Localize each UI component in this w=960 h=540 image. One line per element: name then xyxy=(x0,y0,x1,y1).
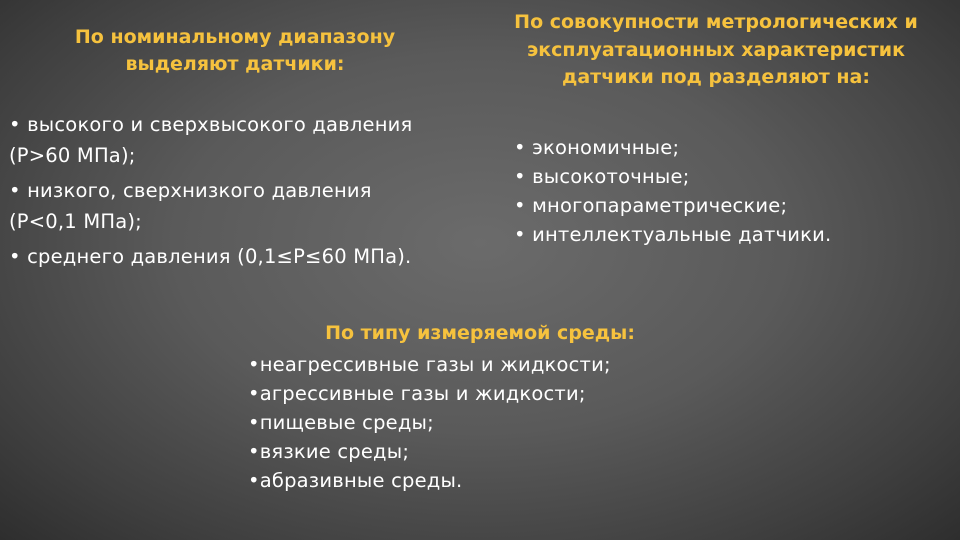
nominal-range-item-medium: • среднего давления (0,1≤Р≤60 МПа). xyxy=(9,245,412,268)
medium-type-item-non-aggressive: •неагрессивные газы и жидкости; xyxy=(248,353,611,376)
medium-type-item-aggressive: •агрессивные газы и жидкости; xyxy=(248,382,586,405)
nominal-range-heading-line-2: выделяют датчики: xyxy=(125,53,345,75)
nominal-range-heading-line-1: По номинальному диапазону xyxy=(74,26,396,48)
nominal-range-item-high: • высокого и сверхвысокого давления xyxy=(9,113,413,136)
medium-type-item-food: •пищевые среды; xyxy=(248,411,434,434)
nominal-range-item-low: • низкого, сверхнизкого давления xyxy=(9,179,372,202)
characteristics-heading-line-1: По совокупности метрологических и xyxy=(514,11,918,33)
characteristics-item-multiparameter: • многопараметрические; xyxy=(514,194,788,217)
characteristics-item-intelligent: • интеллектуальные датчики. xyxy=(514,223,832,246)
medium-type-heading: По типу измеряемой среды: xyxy=(325,322,635,344)
characteristics-list xyxy=(514,133,831,249)
nominal-range-item-high-range: (Р>60 МПа); xyxy=(9,144,136,167)
medium-type-item-abrasive: •абразивные среды. xyxy=(248,469,463,492)
medium-type-list xyxy=(248,350,611,495)
nominal-range-heading xyxy=(20,24,450,78)
characteristics-heading-line-2: эксплуатационных характеристик xyxy=(527,38,905,61)
characteristics-heading-line-3: датчики под разделяют на: xyxy=(562,66,870,88)
characteristics-item-high-precision: • высокоточные; xyxy=(514,165,690,188)
nominal-range-item-low-range: (Р<0,1 МПа); xyxy=(9,210,142,233)
medium-type-item-viscous: •вязкие среды; xyxy=(248,440,410,463)
characteristics-item-economical: • экономичные; xyxy=(514,136,680,159)
nominal-range-list xyxy=(9,109,412,272)
characteristics-heading xyxy=(478,9,954,92)
